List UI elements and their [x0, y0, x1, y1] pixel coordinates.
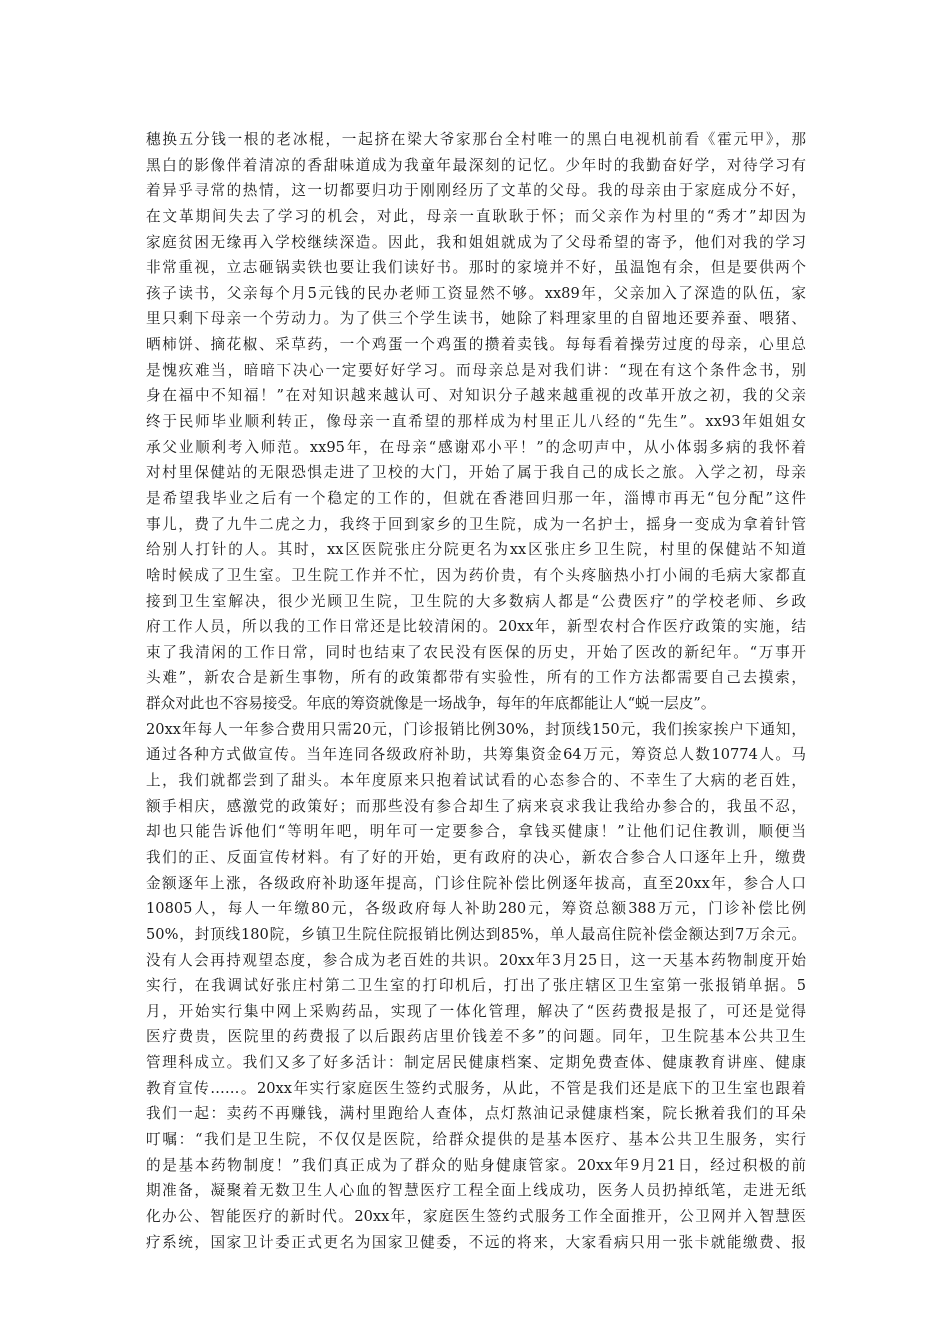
text-line: 对村里保健站的无限恐惧走进了卫校的大门，开始了属于我自己的成长之旅。入学之初，母亲 — [146, 464, 806, 482]
text-line: 终于民师毕业顺利转正，像母亲一直希望的那样成为村里正儿八经的“先生”。xx93年姐姐女 — [146, 413, 806, 431]
text-line: 50%，封顶线180院，乡镇卫生院住院报销比例达到85%，单人最高住院补偿金额达到7万余元。 — [146, 925, 806, 943]
text-line: 上，我们就都尝到了甜头。本年度原来只抱着试试看的心态参合的、不幸生了大病的老百姓， — [146, 772, 806, 790]
text-line: 金额逐年上涨，各级政府补助逐年提高，门诊住院补偿比例逐年拔高，直至20xx年，参合人口 — [146, 874, 806, 892]
text-line: 叮嘱：“我们是卫生院，不仅仅是医院，给群众提供的是基本医疗、基本公共卫生服务，实行 — [146, 1130, 806, 1148]
text-line: 在文革期间失去了学习的机会，对此，母亲一直耿耿于怀；而父亲作为村里的“秀才”却因为 — [146, 207, 806, 225]
text-line: 管理科成立。我们又多了好多活计：制定居民健康档案、定期免费查体、健康教育讲座、健康 — [146, 1054, 806, 1072]
text-line: 医疗费贵，医院里的药费报了以后跟药店里价钱差不多”的问题。同年，卫生院基本公共卫生 — [146, 1028, 806, 1046]
text-line: 我们一起：卖药不再赚钱，满村里跑给人查体，点灯熬油记录健康档案，院长揪着我们的耳朵 — [146, 1105, 806, 1123]
text-line: 没有人会再持观望态度，参合成为老百姓的共识。20xx年3月25日，这一天基本药物制度开始 — [146, 951, 806, 969]
body-text — [146, 127, 806, 1255]
text-line: 穗换五分钱一根的老冰棍，一起挤在梁大爷家那台全村唯一的黑白电视机前看《霍元甲》，那 — [146, 131, 806, 148]
text-line: 府工作人员，所以我的工作日常还是比较清闲的。20xx年，新型农村合作医疗政策的实施，结 — [146, 618, 806, 636]
text-line: 期准备，凝聚着无数卫生人心血的智慧医疗工程全面上线成功，医务人员扔掉纸笔，走进无纸 — [146, 1182, 806, 1200]
text-line: 我们的正、反面宣传材料。有了好的开始，更有政府的决心，新农合参合人口逐年上升，缴费 — [146, 848, 806, 866]
text-line: 额手相庆，感激党的政策好；而那些没有参合却生了病来哀求我让我给办参合的，我虽不忍， — [146, 797, 806, 815]
text-line: 接到卫生室解决，很少光顾卫生院，卫生院的大多数病人都是“公费医疗”的学校老师、乡政 — [146, 592, 806, 610]
text-line: 事儿，费了九牛二虎之力，我终于回到家乡的卫生院，成为一名护士，摇身一变成为拿着针管 — [146, 515, 806, 533]
text-line: 承父业顺利考入师范。xx95年，在母亲“感谢邓小平！”的念叨声中，从小体弱多病的我怀着 — [146, 438, 806, 456]
text-line: 化办公、智能医疗的新时代。20xx年，家庭医生签约式服务工作全面推开，公卫网并入智慧医 — [146, 1207, 806, 1225]
text-line: 头难”，新农合是新生事物，所有的政策都带有实验性，所有的工作方法都需要自己去摸索， — [146, 669, 806, 687]
text-line: 晒柿饼、摘花椒、采草药，一个鸡蛋一个鸡蛋的攒着卖钱。每每看着操劳过度的母亲，心里总 — [146, 336, 806, 354]
text-line: 群众对此也不容易接受。年底的筹资就像是一场战争，每年的年底都能让人“蜕一层皮”。 — [146, 695, 716, 713]
text-line: 10805人，每人一年缴80元，各级政府每人补助280元，筹资总额388万元，门诊补偿比例 — [146, 900, 806, 918]
text-line: 束了我清闲的工作日常，同时也结束了农民没有医保的历史，开始了医改的新纪年。“万事开 — [146, 643, 806, 661]
text-line: 却也只能告诉他们“等明年吧，明年可一定要参合，拿钱买健康！”让他们记住教训，顺便当 — [146, 823, 806, 841]
text-line: 是希望我毕业之后有一个稳定的工作的，但就在香港回归那一年，淄博市再无“包分配”这件 — [146, 489, 806, 507]
text-line: 是愧疚难当，暗暗下决心一定要好好学习。而母亲总是对我们讲：“现在有这个条件念书，别 — [146, 361, 806, 379]
text-line: 着异乎寻常的热情，这一切都要归功于刚刚经历了文革的父母。我的母亲由于家庭成分不好， — [146, 182, 806, 200]
text-line: 通过各种方式做宣传。当年连同各级政府补助，共筹集资金64万元，筹资总人数10774人。马 — [146, 746, 806, 764]
text-line: 的是基本药物制度！”我们真正成为了群众的贴身健康管家。20xx年9月21日，经过积极的前 — [146, 1156, 806, 1174]
text-line: 黑白的影像伴着清凉的香甜味道成为我童年最深刻的记忆。少年时的我勤奋好学，对待学习有 — [146, 156, 806, 174]
text-line: 月，开始实行集中网上采购药品，实现了一体化管理，解决了“医药费报是报了，可还是觉得 — [146, 1002, 806, 1020]
text-line: 给别人打针的人。其时，xx区医院张庄分院更名为xx区张庄乡卫生院，村里的保健站不知道 — [146, 541, 806, 559]
text-line: 家庭贫困无缘再入学校继续深造。因此，我和姐姐就成为了父母希望的寄予，他们对我的学习 — [146, 233, 806, 251]
text-line: 孩子读书，父亲每个月5元钱的民办老师工资显然不够。xx89年，父亲加入了深造的队伍，家 — [146, 284, 806, 302]
text-line: 啥时候成了卫生室。卫生院工作并不忙，因为药价贵，有个头疼脑热小打小闹的毛病大家都直 — [146, 566, 806, 584]
text-line: 非常重视，立志砸锅卖铁也要让我们读好书。那时的家境并不好，虽温饱有余，但是要供两个 — [146, 259, 806, 277]
text-line: 里只剩下母亲一个劳动力。为了供三个学生读书，她除了料理家里的自留地还要养蚕、喂猪、 — [146, 310, 806, 328]
text-line: 疗系统，国家卫计委正式更名为国家卫健委，不远的将来，大家看病只用一张卡就能缴费、报 — [146, 1233, 806, 1251]
text-line: 身在福中不知福！”在对知识越来越认可、对知识分子越来越重视的改革开放之初，我的父亲 — [146, 387, 806, 405]
text-line: 20xx年每人一年参合费用只需20元，门诊报销比例30%，封顶线150元，我们挨家挨户下通知， — [146, 720, 806, 738]
text-line: 实行，在我调试好张庄村第二卫生室的打印机后，打出了张庄辖区卫生室第一张报销单据。5 — [146, 977, 806, 995]
text-line: 教育宣传……。20xx年实行家庭医生签约式服务，从此，不管是我们还是底下的卫生室也跟着 — [146, 1079, 806, 1097]
